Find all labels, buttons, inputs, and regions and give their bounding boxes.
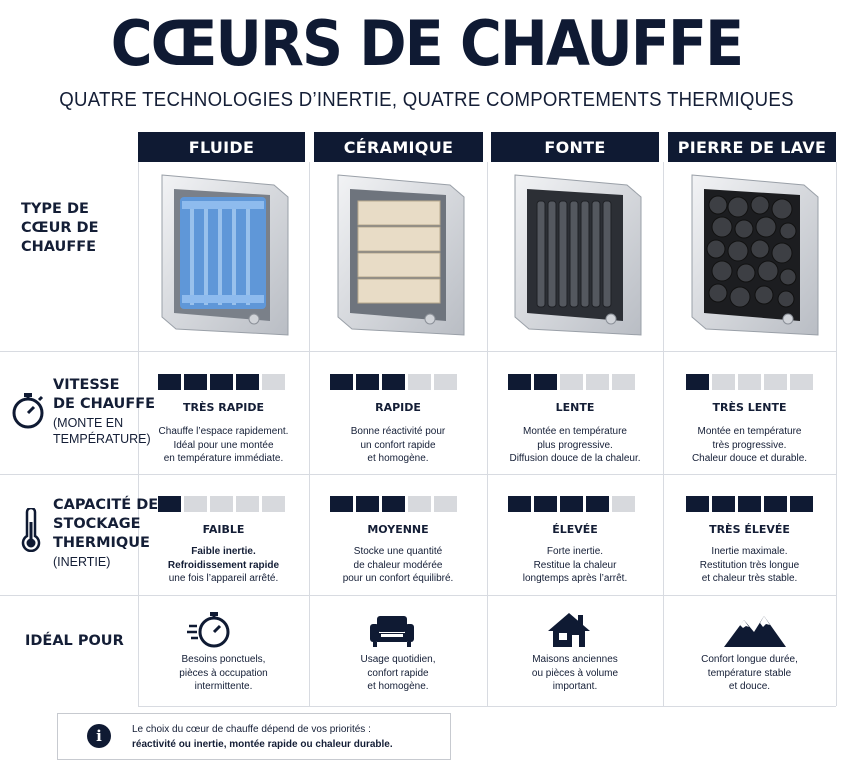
rating-bar-empty <box>790 374 813 390</box>
rating-bar-filled <box>534 496 557 512</box>
stopwatch-icon <box>10 390 46 430</box>
row-label-type: TYPE DE CŒUR DE CHAUFFE <box>21 201 99 255</box>
storage-level-ceramique: MOYENNE <box>367 523 429 536</box>
rating-bar-empty <box>738 374 761 390</box>
column-header-pierre-de-lave: PIERRE DE LAVE <box>668 132 836 162</box>
info-icon: i <box>87 724 111 748</box>
page-title: CŒURS DE CHAUFFE <box>110 7 743 80</box>
rating-bar-filled <box>586 496 609 512</box>
rating-bar-empty <box>408 374 431 390</box>
rating-bar-empty <box>262 374 285 390</box>
storage-desc-fonte: Forte inertie. Restitue la chaleur longtemps après l’arrêt. <box>522 546 628 584</box>
rating-bars-speed-fonte <box>508 374 635 390</box>
rating-bar-filled <box>382 374 405 390</box>
mountain-icon <box>724 614 786 648</box>
rating-bar-empty <box>612 496 635 512</box>
info-note <box>57 713 451 760</box>
storage-desc-ceramique: Stocke une quantité de chaleur modérée pour un confort équilibré. <box>342 546 454 584</box>
fluid-core-image <box>158 171 292 339</box>
rating-bars-speed-fluide <box>158 374 285 390</box>
rating-bar-filled <box>508 496 531 512</box>
rating-bar-empty <box>434 496 457 512</box>
ideal-desc-fluide: Besoins ponctuels, pièces à occupation intermittente. <box>179 654 268 692</box>
rating-bar-filled <box>330 374 353 390</box>
rating-bar-filled <box>382 496 405 512</box>
row-sublabel-speed: (MONTE EN TEMPÉRATURE) <box>53 416 151 446</box>
rating-bars-storage-ceramique <box>330 496 457 512</box>
rating-bars-storage-fluide <box>158 496 285 512</box>
speed-desc-pierre: Montée en température très progressive. Chaleur douce et durable. <box>691 426 808 464</box>
rating-bar-empty <box>236 496 259 512</box>
rating-bar-empty <box>712 374 735 390</box>
rating-bar-filled <box>210 374 233 390</box>
thermometer-icon <box>20 508 42 552</box>
speed-level-fonte: LENTE <box>555 401 595 414</box>
rating-bar-filled <box>712 496 735 512</box>
rating-bar-empty <box>184 496 207 512</box>
speed-level-ceramique: RAPIDE <box>375 401 421 414</box>
column-header-fluide: FLUIDE <box>138 132 305 162</box>
row-label-storage: CAPACITÉ DE STOCKAGE THERMIQUE <box>53 497 159 551</box>
stopwatch-fast-icon <box>187 611 233 649</box>
rating-bars-storage-pierre <box>686 496 813 512</box>
rating-bars-speed-ceramique <box>330 374 457 390</box>
rating-bar-filled <box>330 496 353 512</box>
grid-divider <box>836 162 837 706</box>
info-note-line1: Le choix du cœur de chauffe dépend de vos priorités : <box>132 724 371 735</box>
storage-desc-pierre: Inertie maximale. Restitution très longue et chaleur très stable. <box>699 546 800 584</box>
rating-bar-empty <box>764 374 787 390</box>
rating-bar-filled <box>356 496 379 512</box>
rating-bar-filled <box>236 374 259 390</box>
rating-bar-filled <box>158 374 181 390</box>
rating-bar-empty <box>434 374 457 390</box>
ideal-desc-fonte: Maisons anciennes ou pièces à volume important. <box>531 654 619 692</box>
rating-bar-filled <box>560 496 583 512</box>
storage-level-fluide: FAIBLE <box>202 523 245 536</box>
ideal-desc-ceramique: Usage quotidien, confort rapide et homogène. <box>360 654 436 692</box>
rating-bars-storage-fonte <box>508 496 635 512</box>
rating-bar-filled <box>764 496 787 512</box>
rating-bar-empty <box>210 496 233 512</box>
row-divider <box>0 351 836 352</box>
row-label-ideal: IDÉAL POUR <box>25 633 124 649</box>
speed-desc-fluide: Chauffe l’espace rapidement. Idéal pour une montée en température immédiate. <box>158 426 289 464</box>
rating-bar-filled <box>790 496 813 512</box>
speed-desc-fonte: Montée en température plus progressive. Diffusion douce de la chaleur. <box>509 426 641 464</box>
rating-bar-filled <box>356 374 379 390</box>
storage-level-fonte: ÉLEVÉE <box>552 523 598 536</box>
storage-level-pierre: TRÈS ÉLEVÉE <box>709 523 790 536</box>
rating-bar-filled <box>686 374 709 390</box>
rating-bar-filled <box>686 496 709 512</box>
rating-bar-filled <box>184 374 207 390</box>
rating-bar-empty <box>560 374 583 390</box>
rating-bar-empty <box>408 496 431 512</box>
column-header-fonte: FONTE <box>491 132 659 162</box>
rating-bar-empty <box>586 374 609 390</box>
rating-bar-filled <box>534 374 557 390</box>
row-divider <box>0 595 836 596</box>
row-divider <box>138 706 836 707</box>
ceramic-core-image <box>334 171 468 339</box>
speed-level-fluide: TRÈS RAPIDE <box>182 401 265 414</box>
rating-bar-filled <box>738 496 761 512</box>
sofa-icon <box>369 614 415 648</box>
rating-bar-empty <box>262 496 285 512</box>
speed-desc-ceramique: Bonne réactivité pour un confort rapide et homogène. <box>350 426 446 464</box>
info-note-line2: réactivité ou inertie, montée rapide ou chaleur durable. <box>132 739 393 750</box>
ideal-desc-pierre: Confort longue durée, température stable et douce. <box>701 654 798 692</box>
storage-desc-fluide: Faible inertie. Refroidissement rapide une fois l’appareil arrêté. <box>167 546 280 584</box>
cast-iron-core-image <box>511 171 645 339</box>
rating-bar-empty <box>612 374 635 390</box>
house-icon <box>546 611 592 649</box>
lava-stone-core-image <box>688 171 822 339</box>
page-subtitle: QUATRE TECHNOLOGIES D’INERTIE, QUATRE COMPORTEMENTS THERMIQUES <box>59 89 794 111</box>
rating-bar-filled <box>508 374 531 390</box>
rating-bars-speed-pierre <box>686 374 813 390</box>
row-label-speed: VITESSE DE CHAUFFE <box>53 377 156 412</box>
row-sublabel-storage: (INERTIE) <box>53 555 111 569</box>
column-header-ceramique: CÉRAMIQUE <box>314 132 483 162</box>
row-divider <box>0 474 836 475</box>
rating-bar-filled <box>158 496 181 512</box>
speed-level-pierre: TRÈS LENTE <box>712 401 787 414</box>
